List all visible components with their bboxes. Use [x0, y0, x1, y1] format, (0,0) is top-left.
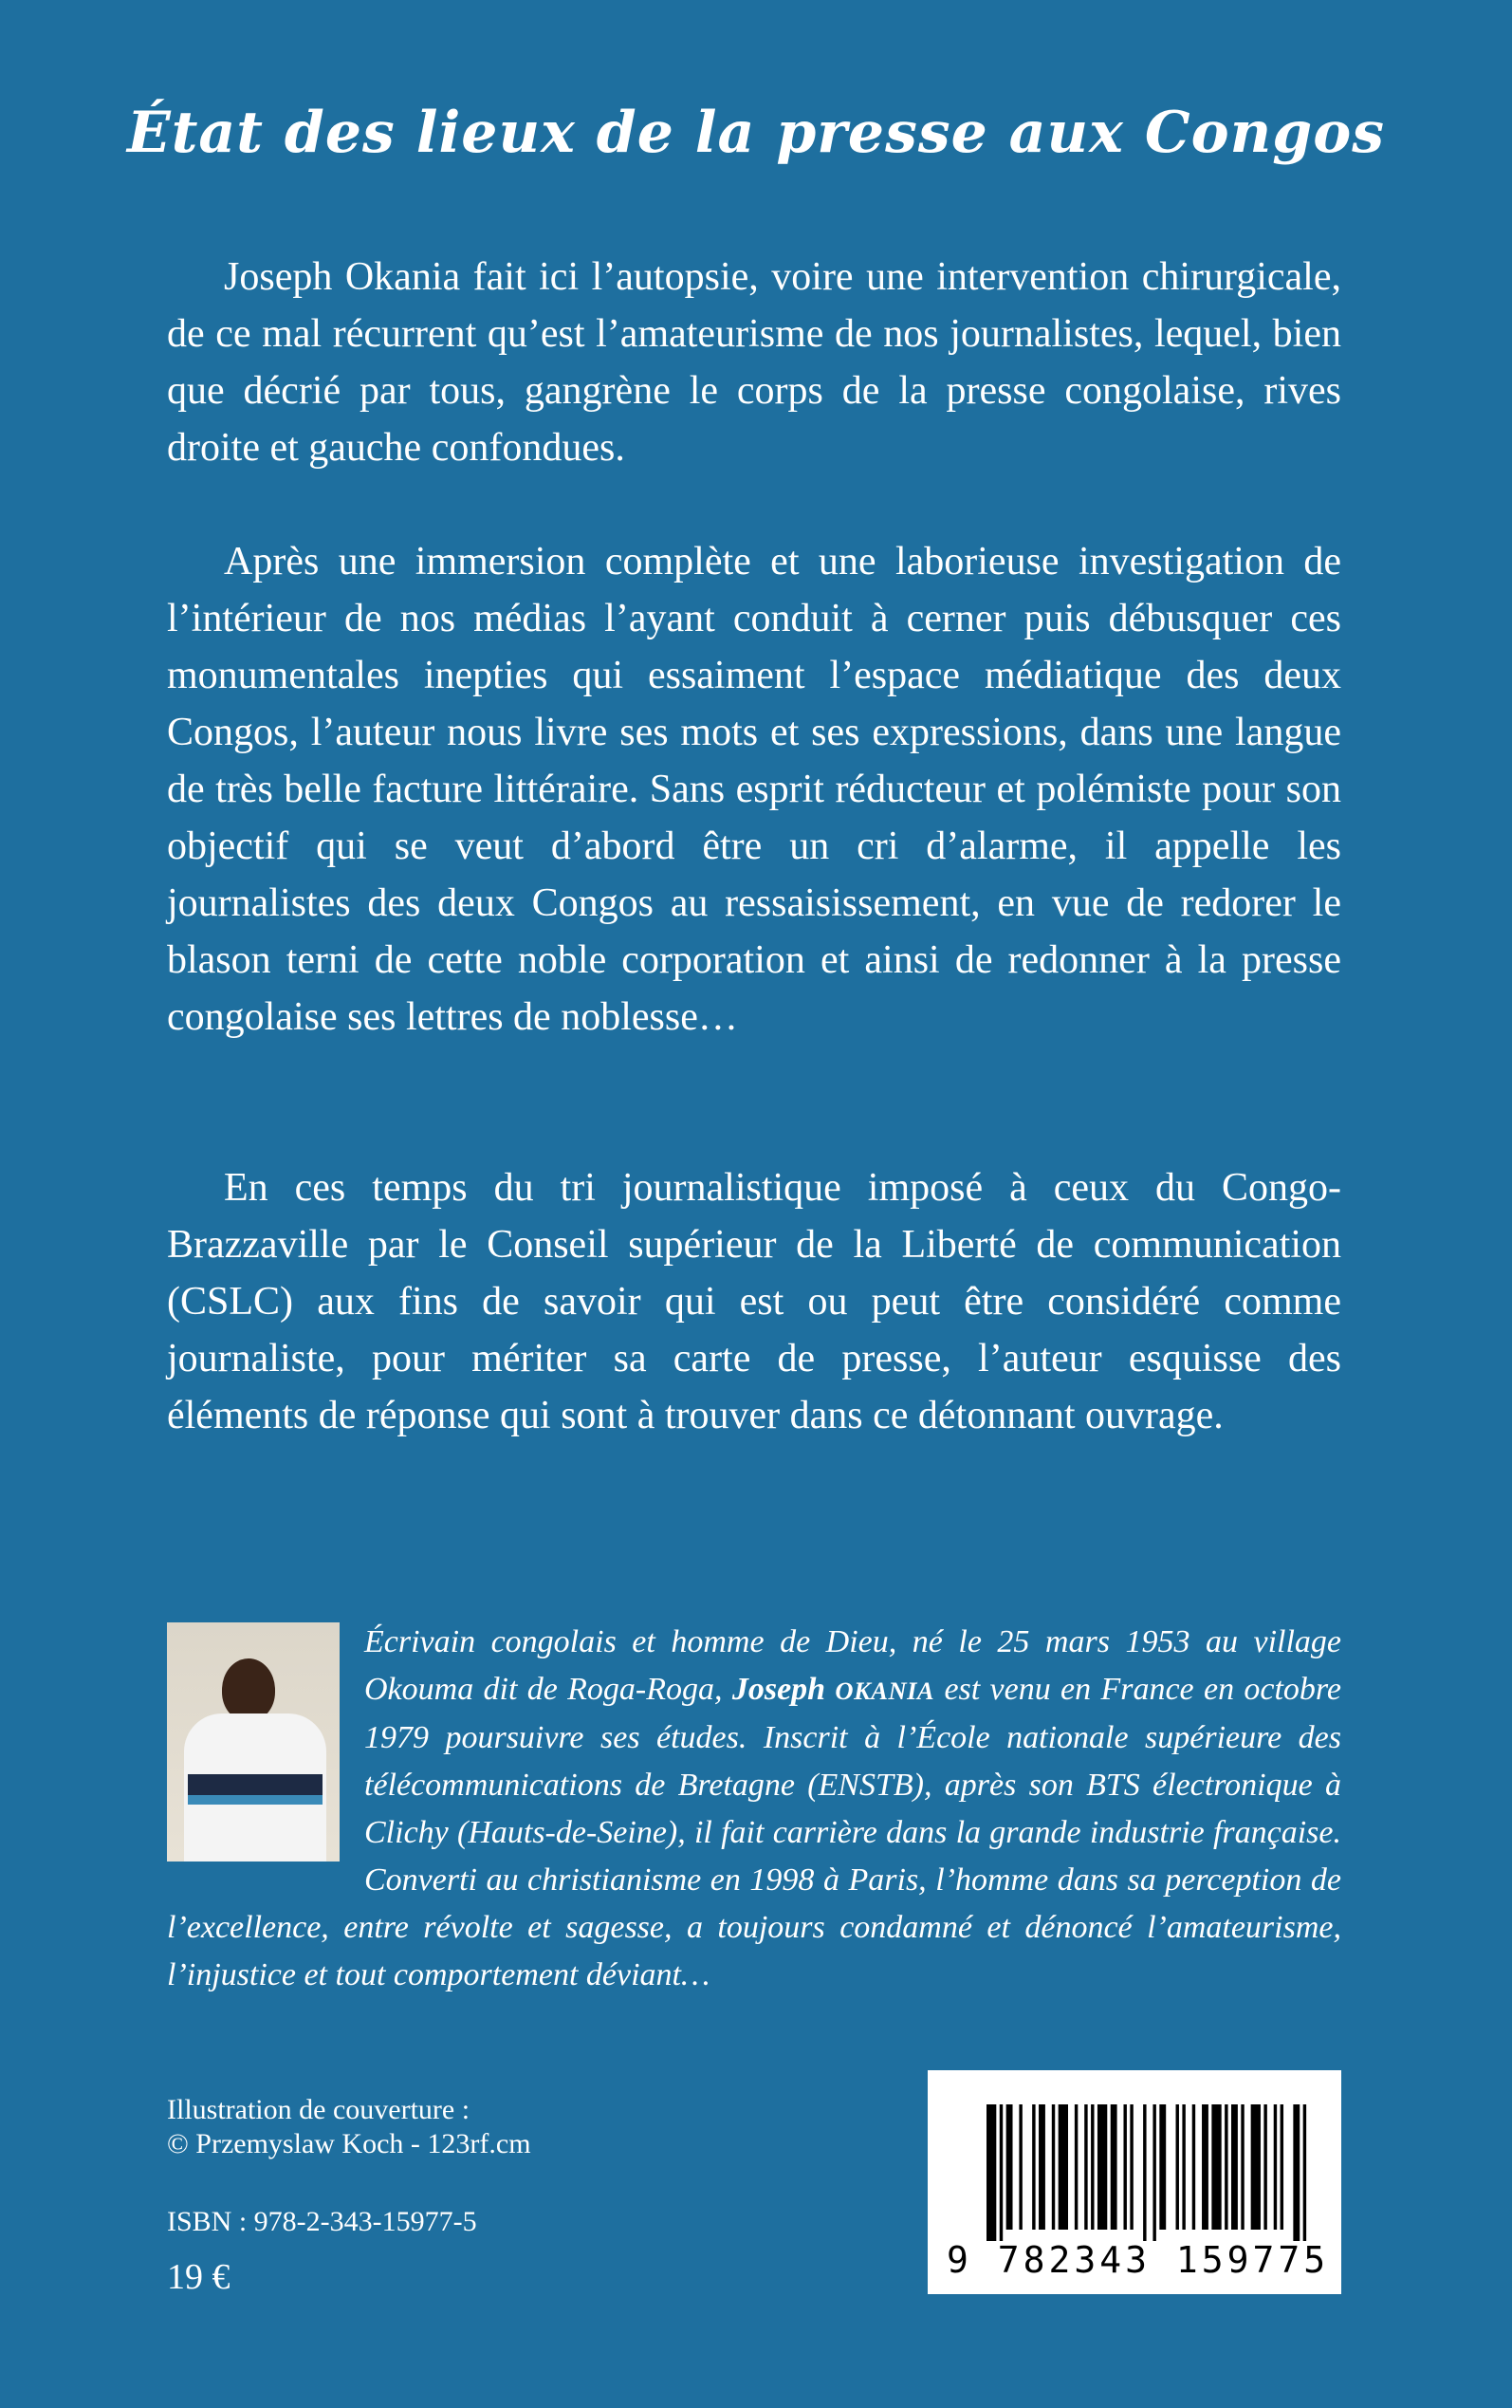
- barcode-bar: [1111, 2104, 1117, 2230]
- barcode-bar: [1225, 2104, 1227, 2230]
- barcode-digits: 9 782343 159775: [947, 2239, 1330, 2281]
- barcode-bar: [1274, 2104, 1277, 2230]
- barcode-bars: [985, 2104, 1315, 2241]
- barcode-bar: [1097, 2104, 1107, 2230]
- barcode-bar: [1159, 2104, 1166, 2230]
- barcode-bar: [1123, 2104, 1126, 2230]
- credits-line-2: © Przemyslaw Koch - 123rf.cm: [167, 2128, 531, 2159]
- barcode-bar: [1084, 2104, 1087, 2230]
- summary-paragraph-3: En ces temps du tri journalistique imposé à ceux du Congo-Brazzaville par le Conseil supérieur de la Liberté de communication (CSLC) aux fins de savoir qui est ou peut être considéré comme journaliste, pour mériter sa carte de presse, l’auteur esquisse des éléments de réponse qui sont à trouver dans ce détonnant ouvrage.: [167, 1166, 1341, 1437]
- illustration-credits: [167, 2093, 531, 2161]
- author-last-name: OKANIA: [835, 1676, 935, 1705]
- barcode-bar: [1052, 2104, 1055, 2230]
- barcode-bar: [1263, 2104, 1266, 2230]
- author-name: [732, 1672, 934, 1707]
- barcode-bar: [1182, 2104, 1185, 2230]
- author-bio: [167, 1619, 1341, 1999]
- bio-text-end: est venu en France en octobre 1979 poursuivre ses études. Inscrit à l’École nationale supérieure des télécommunications de Bretagne (ENSTB), après son BTS électronique à Clichy (Hauts-de-Seine), il fait carrière dans la grande industrie française. Converti au christianisme en 1998 à Paris, l’homme dans sa perception de l’excellence, entre révolte et sagesse, a toujours condamné et dénoncé l’amateurisme, l’injustice et tout comportement déviant…: [167, 1672, 1341, 1992]
- barcode-bar: [1019, 2104, 1022, 2230]
- barcode-bar: [1152, 2104, 1155, 2241]
- barcode-bar: [1202, 2104, 1208, 2230]
- barcode-bar: [986, 2104, 996, 2241]
- barcode-bar: [1281, 2104, 1283, 2230]
- barcode-bar: [1192, 2104, 1195, 2230]
- author-first-name: Joseph: [731, 1672, 836, 1707]
- barcode-bar: [1143, 2104, 1146, 2241]
- summary-paragraph-1: Joseph Okania fait ici l’autopsie, voire une intervention chirurgicale, de ce mal récurrent qu’est l’amateurisme de nos journalistes, lequel, bien que décrié par tous, gangrène le corps de la presse congolaise, rives droite et gauche confondues.: [167, 255, 1341, 470]
- barcode-bar: [1130, 2104, 1133, 2230]
- barcode-bar: [1039, 2104, 1045, 2230]
- credits-line-1: Illustration de couverture :: [167, 2094, 470, 2125]
- barcode-bar: [1075, 2104, 1078, 2230]
- barcode-bar: [1091, 2104, 1094, 2230]
- barcode-bar: [1241, 2104, 1244, 2230]
- barcode-bar: [1032, 2104, 1035, 2230]
- barcode-bar: [1059, 2104, 1068, 2230]
- barcode: [928, 2070, 1341, 2294]
- barcode-bar: [1176, 2104, 1179, 2230]
- barcode-bar: [1293, 2104, 1300, 2241]
- barcode-bar: [1211, 2104, 1221, 2230]
- book-title: État des lieux de la presse aux Congos: [126, 100, 1385, 166]
- barcode-bar: [1303, 2104, 1306, 2241]
- barcode-bar: [1231, 2104, 1238, 2230]
- barcode-bar: [1251, 2104, 1261, 2230]
- bio-text-start: Écrivain congolais et homme de Dieu, né le 25 mars 1953 au village Okouma dit de Roga-Roga,: [364, 1624, 1341, 1707]
- summary-paragraph-2: Après une immersion complète et une laborieuse investigation de l’intérieur de nos médias l’ayant conduit à cerner puis débusquer ces monumentales inepties qui essaiment l’espace médiatique des deux Congos, l’auteur nous livre ses mots et ses expressions, dans une langue de très belle facture littéraire. Sans esprit réducteur et polémiste pour son objectif qui se veut d’abord être un cri d’alarme, il appelle les journalistes des deux Congos au ressaisissement, en vue de redorer le blason terni de cette noble corporation et ainsi de redonner à la presse congolaise ses lettres de noblesse…: [167, 540, 1341, 1039]
- barcode-bar: [1006, 2104, 1013, 2230]
- isbn: ISBN : 978-2-343-15977-5: [167, 2206, 477, 2237]
- author-photo: [167, 1622, 340, 1862]
- barcode-bar: [1000, 2104, 1003, 2241]
- price: 19 €: [167, 2257, 230, 2297]
